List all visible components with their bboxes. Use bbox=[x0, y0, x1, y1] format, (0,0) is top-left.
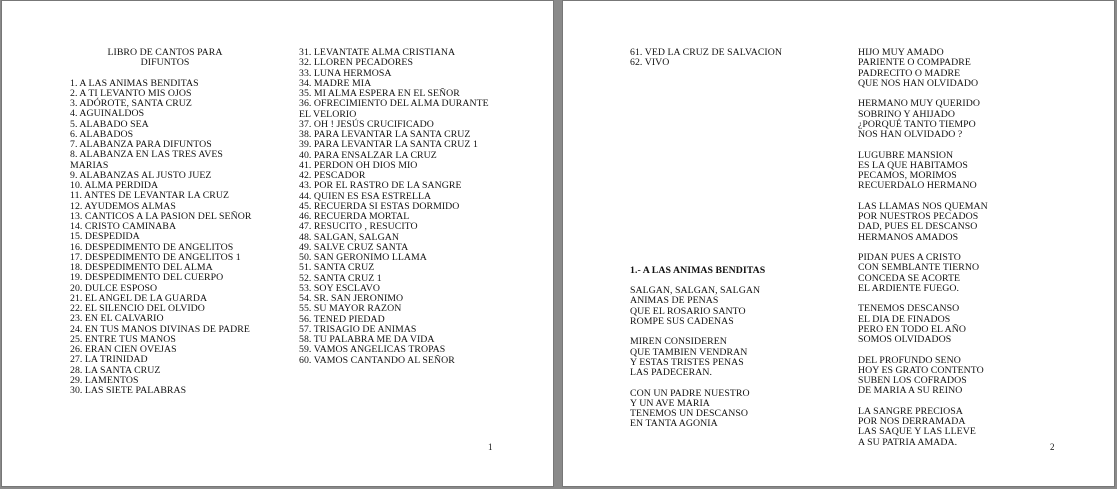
verse-line: EL ARDIENTE FUEGO. bbox=[858, 282, 959, 294]
verse-line: PARIENTE O COMPADRE bbox=[858, 57, 971, 69]
verse-line: EL DIA DE FINADOS bbox=[858, 313, 951, 325]
verse-line: DAD, PUES EL DESCANSO bbox=[858, 221, 978, 233]
verse-line: QUE TAMBIEN VENDRAN bbox=[630, 346, 748, 358]
song-list-item: 60. VAMOS CANTANDO AL SEÑOR bbox=[299, 354, 455, 366]
book-title bbox=[70, 48, 260, 69]
song-list-item: 61. VED LA CRUZ DE SALVACION bbox=[630, 47, 782, 58]
verse-line: PECAMOS, MORIMOS bbox=[858, 170, 957, 181]
verse-line: QUE NOS HAN OLVIDADO bbox=[858, 77, 979, 89]
song-heading: 1.- A LAS ANIMAS BENDITAS bbox=[630, 265, 766, 276]
song-list-item: 39. PARA LEVANTAR LA SANTA CRUZ 1 bbox=[299, 139, 478, 151]
document-page-1 bbox=[1, 0, 554, 487]
song-list-item: 58. TU PALABRA ME DA VIDA bbox=[299, 334, 435, 345]
verse-line: LAS LLAMAS NOS QUEMAN bbox=[858, 200, 988, 212]
song-list-item: 35. MI ALMA ESPERA EN EL SEÑOR bbox=[299, 88, 460, 99]
verse-line: POR NOS DERRAMADA bbox=[858, 416, 966, 427]
song-list-item: 22. EL SILENCIO DEL OLVIDO bbox=[70, 303, 205, 314]
stanza-break bbox=[858, 140, 1058, 150]
verse-line: LAS SAQUE Y LAS LLEVE bbox=[858, 426, 976, 438]
verse-line: QUE EL ROSARIO SANTO bbox=[630, 305, 746, 317]
song-verses-left bbox=[630, 286, 820, 430]
song-list-item: 15. DESPEDIDA bbox=[70, 231, 140, 243]
song-list-item: 50. SAN GERONIMO LLAMA bbox=[299, 252, 427, 263]
verse-line: SALGAN, SALGAN, SALGAN bbox=[630, 285, 761, 296]
verse-line: ES LA QUE HABITAMOS bbox=[858, 159, 968, 171]
book-title-line-1: LIBRO DE CANTOS PARA bbox=[107, 47, 223, 58]
song-list-item: 54. SR. SAN JERONIMO bbox=[299, 293, 404, 304]
song-list-item: 48. SALGAN, SALGAN bbox=[299, 231, 399, 243]
song-list-item: 14. CRISTO CAMINABA bbox=[70, 221, 177, 232]
song-list-item: 23. EN EL CALVARIO bbox=[70, 313, 164, 325]
song-list-continued bbox=[630, 48, 800, 69]
song-list-item: 34. MADRE MIA bbox=[299, 77, 372, 89]
song-list-item: 36. OFRECIMIENTO DEL ALMA DURANTE EL VELORIO bbox=[299, 98, 489, 120]
verse-line: POR NUESTROS PECADOS bbox=[858, 211, 979, 222]
song-verses-right bbox=[858, 48, 1058, 448]
verse-line: PIDAN PUES A CRISTO bbox=[858, 252, 961, 263]
song-list-item: 56. TENED PIEDAD bbox=[299, 313, 385, 325]
song-list-item: 17. DESPEDIMENTO DE ANGELITOS 1 bbox=[70, 251, 241, 263]
verse-line: RECUERDALO HERMANO bbox=[858, 180, 977, 192]
song-list-item: 46. RECUERDA MORTAL bbox=[299, 211, 410, 222]
song-list-item: 6. ALABADOS bbox=[70, 128, 134, 140]
verse-line: Y ESTAS TRISTES PENAS bbox=[630, 356, 744, 368]
verse-line: PADRECITO O MADRE bbox=[858, 67, 961, 79]
song-list-item: 44. QUIEN ES ESA ESTRELLA bbox=[299, 190, 432, 202]
page-number: 2 bbox=[1050, 442, 1055, 452]
song-list-item: 59. VAMOS ANGELICAS TROPAS bbox=[299, 344, 446, 356]
song-list-item: 12. AYUDEMOS ALMAS bbox=[70, 200, 176, 212]
song-list-item: 53. SOY ESCLAVO bbox=[299, 282, 381, 294]
song-list-item: 13. CANTICOS A LA PASION DEL SEÑOR bbox=[70, 210, 252, 222]
song-list-item: 4. AGUINALDOS bbox=[70, 108, 145, 120]
song-list-item: 38. PARA LEVANTAR LA SANTA CRUZ bbox=[299, 129, 471, 140]
song-list-item: 37. OH ! JESÚS CRUCIFICADO bbox=[299, 118, 434, 130]
song-list-item: 32. LLOREN PECADORES bbox=[299, 57, 413, 69]
stanza-break bbox=[630, 378, 820, 388]
verse-line: DE MARIA A SU REINO bbox=[858, 385, 963, 397]
song-list-item: 11. ANTES DE LEVANTAR LA CRUZ bbox=[70, 190, 230, 202]
song-list-item: 31. LEVANTATE ALMA CRISTIANA bbox=[299, 47, 456, 58]
song-list-item: 52. SANTA CRUZ 1 bbox=[299, 272, 382, 284]
verse-line: NOS HAN OLVIDADO ? bbox=[858, 129, 963, 140]
song-list-item: 47. RESUCITO , RESUCITO bbox=[299, 221, 418, 233]
contents-column-left bbox=[70, 48, 260, 396]
song-list-item: 30. LAS SIETE PALABRAS bbox=[70, 385, 187, 396]
verse-line: TENEMOS UN DESCANSO bbox=[630, 408, 748, 419]
song-list-item: 41. PERDON OH DIOS MIO bbox=[299, 159, 418, 171]
verse-line: DEL PROFUNDO SENO bbox=[858, 354, 961, 366]
verse-line: Y UN AVE MARIA bbox=[630, 397, 710, 409]
song-list-item: 62. VIVO bbox=[630, 57, 670, 69]
song-list-item: 33. LUNA HERMOSA bbox=[299, 67, 392, 79]
song-list-item: 24. EN TUS MANOS DIVINAS DE PADRE bbox=[70, 323, 250, 335]
song-list-left bbox=[70, 79, 260, 397]
verse-line: HIJO MUY AMADO bbox=[858, 47, 944, 58]
verse-line: SUBEN LOS COFRADOS bbox=[858, 375, 967, 386]
document-page-2 bbox=[562, 0, 1115, 487]
song-list-item: 49. SALVE CRUZ SANTA bbox=[299, 241, 409, 253]
stanza-break bbox=[858, 345, 1058, 355]
song-list-item: 26. ERAN CIEN OVEJAS bbox=[70, 344, 177, 355]
song-list-item: 29. LAMENTOS bbox=[70, 374, 139, 386]
song-list-item: 42. PESCADOR bbox=[299, 170, 366, 181]
verse-line: LAS PADECERAN. bbox=[630, 367, 712, 378]
song-list-item: 8. ALABANZA EN LAS TRES AVES MARIAS bbox=[70, 149, 223, 171]
verse-line: LUGUBRE MANSION bbox=[858, 149, 954, 161]
song-list-item: 27. LA TRINIDAD bbox=[70, 354, 148, 366]
verse-line: CONCEDA SE ACORTE bbox=[858, 272, 961, 284]
verse-line: TENEMOS DESCANSO bbox=[858, 303, 960, 315]
song-list-item: 55. SU MAYOR RAZON bbox=[299, 303, 402, 315]
song-list-item: 16. DESPEDIMENTO DE ANGELITOS bbox=[70, 241, 234, 253]
song-list-item: 25. ENTRE TUS MANOS bbox=[70, 333, 176, 345]
verse-line: EN TANTA AGONIA bbox=[630, 418, 718, 430]
verse-line: SOBRINO Y AHIJADO bbox=[858, 108, 956, 120]
song-list-item: 21. EL ANGEL DE LA GUARDA bbox=[70, 292, 208, 304]
song-list-item: 40. PARA ENSALZAR LA CRUZ bbox=[299, 149, 437, 161]
song-list-item: 45. RECUERDA SI ESTAS DORMIDO bbox=[299, 200, 460, 212]
verse-line: CON UN PADRE NUESTRO bbox=[630, 387, 750, 399]
song-list-item: 2. A TI LEVANTO MIS OJOS bbox=[70, 87, 192, 99]
verse-line: MIREN CONSIDEREN bbox=[630, 336, 727, 348]
verse-line: ROMPE SUS CADENAS bbox=[630, 315, 734, 327]
song-list-item: 9. ALABANZAS AL JUSTO JUEZ bbox=[70, 169, 212, 181]
song-list-item: 3. ADÓROTE, SANTA CRUZ bbox=[70, 98, 192, 109]
song-list-right bbox=[299, 48, 489, 366]
verse-line: HERMANOS AMADOS bbox=[858, 231, 959, 243]
song-list-item: 57. TRISAGIO DE ANIMAS bbox=[299, 323, 417, 335]
verse-line: PERO EN TODO EL AÑO bbox=[858, 323, 966, 335]
verse-line: SOMOS OLVIDADOS bbox=[858, 334, 952, 345]
verse-line: A SU PATRIA AMADA. bbox=[858, 436, 958, 448]
verse-line: ANIMAS DE PENAS bbox=[630, 295, 719, 307]
verse-line: ¿PORQUÉ TANTO TIEMPO bbox=[858, 118, 976, 130]
song-list-item: 28. LA SANTA CRUZ bbox=[70, 364, 161, 376]
song-list-item: 19. DESPEDIMENTO DEL CUERPO bbox=[70, 272, 224, 284]
song-list-item: 10. ALMA PERDIDA bbox=[70, 180, 159, 191]
song-list-item: 51. SANTA CRUZ bbox=[299, 262, 375, 274]
song-list-item: 5. ALABADO SEA bbox=[70, 118, 149, 130]
verse-line: CON SEMBLANTE TIERNO bbox=[858, 262, 980, 274]
verse-line: HOY ES GRATO CONTENTO bbox=[858, 364, 984, 376]
song-list-item: 18. DESPEDIMENTO DEL ALMA bbox=[70, 262, 213, 273]
song-list-item: 43. POR EL RASTRO DE LA SANGRE bbox=[299, 180, 462, 192]
song-list-item: 1. A LAS ANIMAS BENDITAS bbox=[70, 77, 199, 89]
book-title-line-2: DIFUNTOS bbox=[140, 57, 190, 69]
verse-line: LA SANGRE PRECIOSA bbox=[858, 405, 963, 417]
verse-line: HERMANO MUY QUERIDO bbox=[858, 98, 980, 110]
song-list-item: 20. DULCE ESPOSO bbox=[70, 282, 158, 294]
page-number: 1 bbox=[488, 442, 493, 452]
song-list-item: 7. ALABANZA PARA DIFUNTOS bbox=[70, 139, 212, 150]
